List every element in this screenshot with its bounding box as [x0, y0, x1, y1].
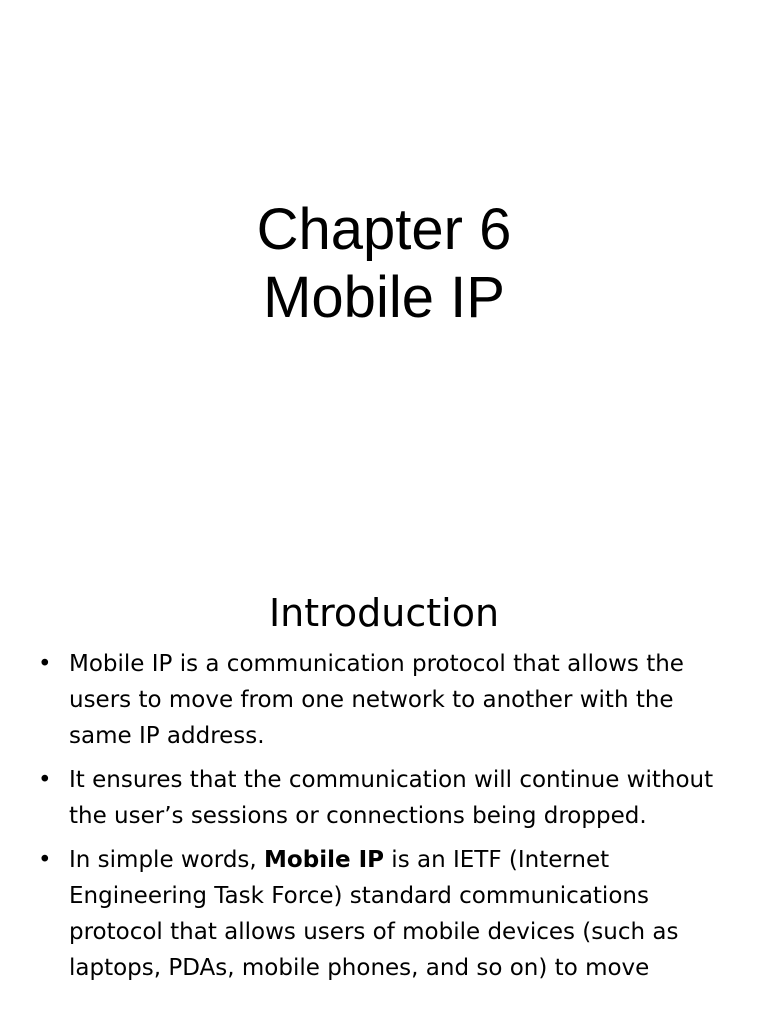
bullet-icon: • — [38, 847, 52, 873]
bullet-icon: • — [38, 767, 52, 793]
bullet-list — [0, 646, 768, 994]
bullet-item-3 — [0, 842, 768, 986]
bullet-item-1 — [0, 646, 768, 754]
bullet-text-bold-term: Mobile IP — [264, 847, 384, 873]
slide-heading: Introduction — [268, 591, 500, 635]
bullet-text-suffix: is an IETF (Internet Engineering Task Force) standard communications protocol that allows users of mobile devices (such as laptops, PDAs, mobile phones, and so on) to move — [69, 847, 679, 981]
title-topic: Mobile IP — [263, 265, 505, 330]
bullet-text-prefix: In simple words, — [69, 847, 265, 873]
introduction-slide — [0, 576, 768, 1024]
bullet-text: It ensures that the communication will continue without the user’s sessions or connections being dropped. — [69, 767, 714, 829]
bullet-item-2 — [0, 762, 768, 834]
title-chapter: Chapter 6 — [256, 197, 512, 262]
bullet-icon: • — [38, 651, 52, 677]
slide-title — [0, 196, 768, 332]
bullet-text — [69, 847, 678, 981]
bullet-text: Mobile IP is a communication protocol that allows the users to move from one network to another with the same IP address. — [69, 651, 684, 749]
